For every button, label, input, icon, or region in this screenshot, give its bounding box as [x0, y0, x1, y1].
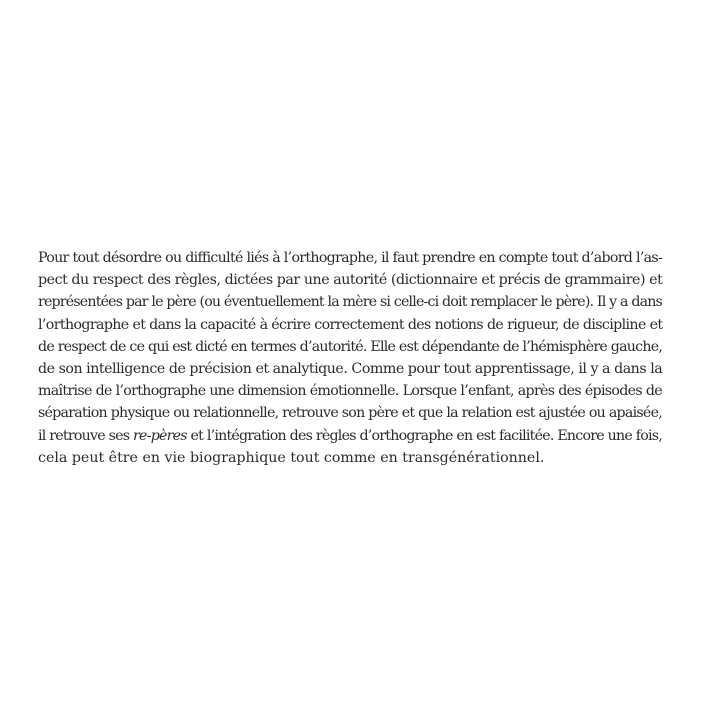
- text-segment: et l’intégration des règles d’orthographe en est facilitée. Encore une fois,: [186, 427, 662, 444]
- text-line: maîtrise de l’orthographe une dimension émotionnelle. Lorsque l’enfant, après des épisodes de: [38, 383, 662, 400]
- text-line: séparation physique ou relationnelle, retrouve son père et que la relation est ajustée ou apaisée,: [38, 405, 662, 422]
- body-paragraph: [38, 247, 662, 469]
- text-line-mixed: [38, 425, 662, 447]
- text-line: de son intelligence de précision et analytique. Comme pour tout apprentissage, il y a dans la: [38, 360, 663, 377]
- text-line: de respect de ce qui est dicté en termes d’autorité. Elle est dépendante de l’hémisphère gauche,: [38, 338, 663, 355]
- text-segment: il retrouve ses: [38, 427, 134, 444]
- text-line: représentées par le père (ou éventuellement la mère si celle-ci doit remplacer le père). Il y a dans: [38, 294, 662, 311]
- text-line: pect du respect des règles, dictées par une autorité (dictionnaire et précis de grammaire) et: [38, 272, 663, 289]
- text-line: Pour tout désordre ou difficulté liés à l’orthographe, il faut prendre en compte tout d’abord l’as-: [38, 250, 663, 266]
- italic-term: re-pères: [133, 427, 187, 444]
- text-line: l’orthographe et dans la capacité à écrire correctement des notions de rigueur, de discipline et: [38, 316, 663, 333]
- text-line-last: cela peut être en vie biographique tout comme en transgénérationnel.: [38, 449, 545, 466]
